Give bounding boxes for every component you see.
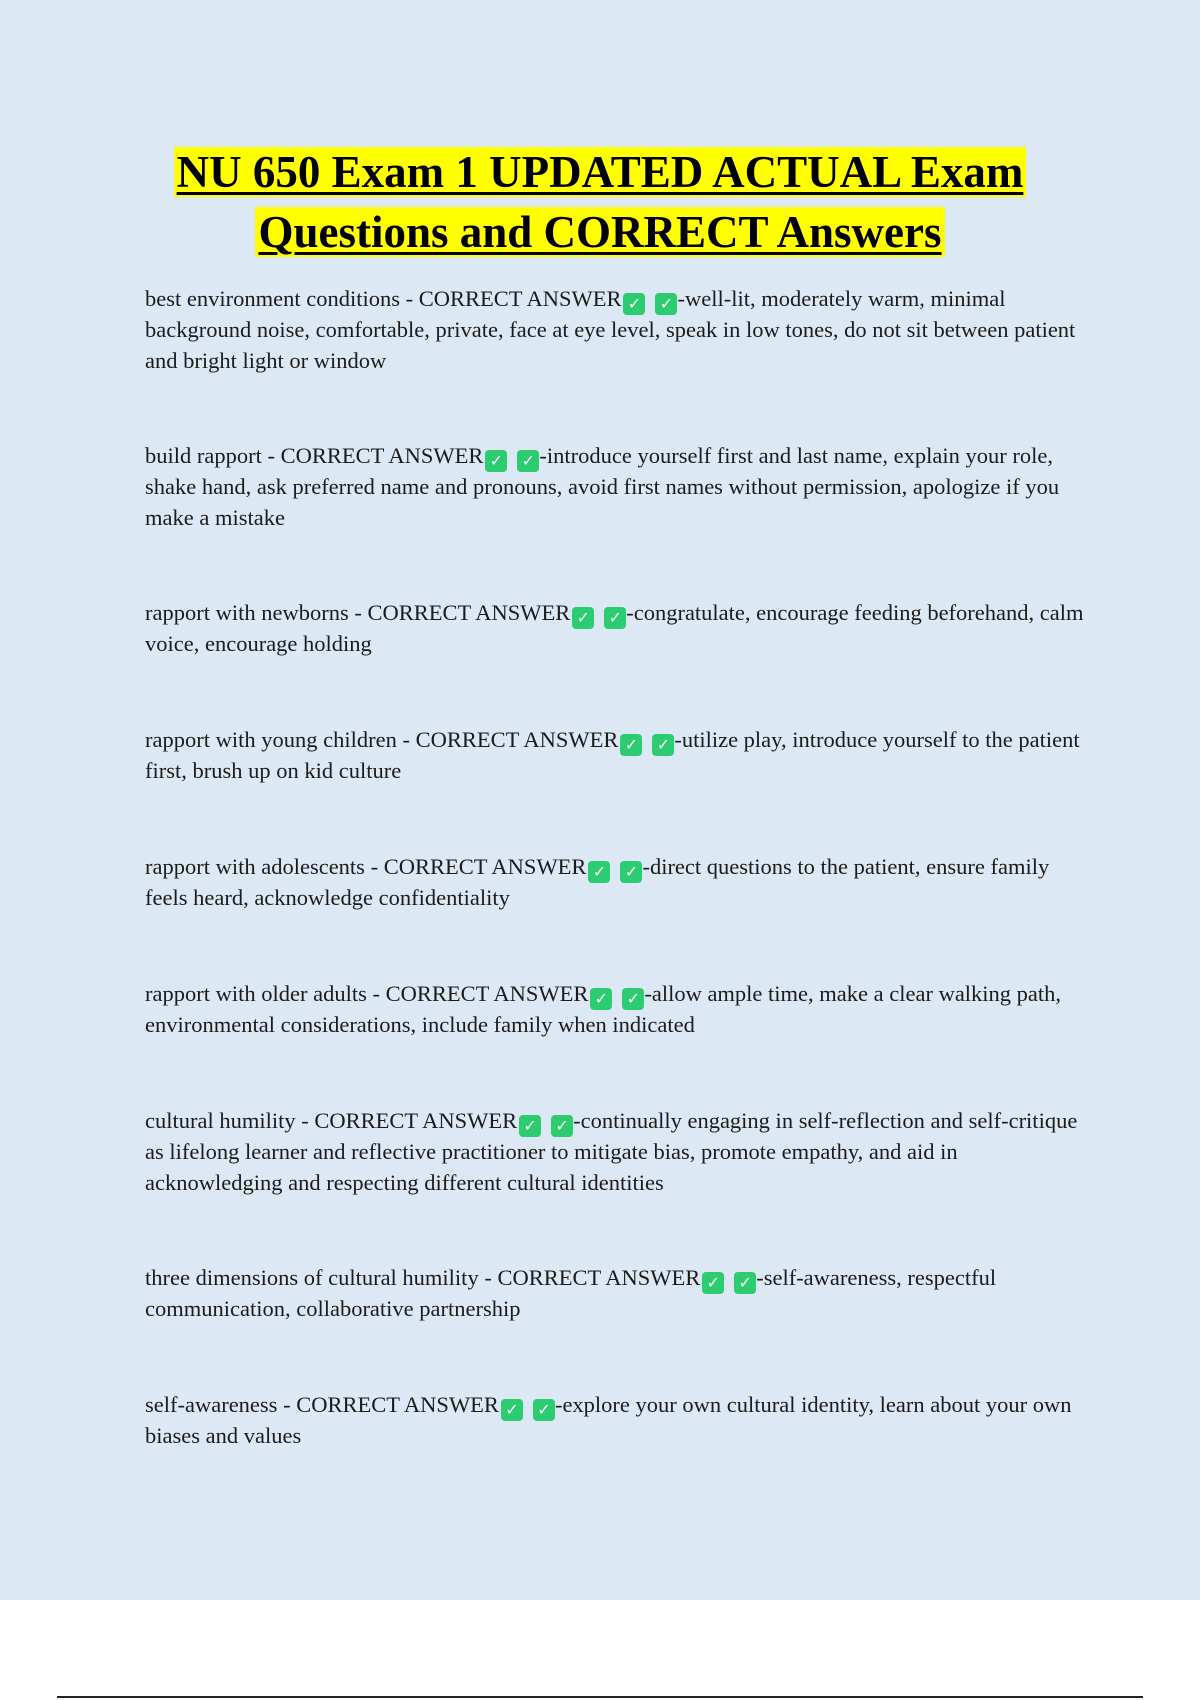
- correct-answer-marker: CORRECT ANSWER: [497, 1265, 701, 1290]
- page-title: [60, 142, 1140, 262]
- qa-item: rapport with adolescents - CORRECT ANSWER ✓ ✓ -direct questions to the patient, ensure family feels heard, acknowledge confidentiality: [145, 854, 1050, 910]
- qa-term: rapport with newborns: [145, 600, 349, 625]
- qa-item: self-awareness - CORRECT ANSWER ✓ ✓ -explore your own cultural identity, learn about your own biases and values: [145, 1392, 1072, 1448]
- qa-term: self-awareness: [145, 1392, 278, 1417]
- correct-answer-marker: CORRECT ANSWER: [367, 600, 571, 625]
- green-checkmark-icon: ✓: [551, 1115, 573, 1137]
- qa-term: rapport with young children: [145, 727, 397, 752]
- qa-answer: continually engaging in self-reflection and self-critique as lifelong learner and reflective practitioner to mitigate bias, promote empathy, and aid in acknowledging and respecting different cultural identities: [145, 1108, 1078, 1195]
- qa-item: cultural humility - CORRECT ANSWER ✓ ✓ -continually engaging in self-reflection and self-critique as lifelong learner and reflective practitioner to mitigate bias, promote empathy, and aid in acknowledging and respecting different cultural identities: [145, 1108, 1078, 1195]
- qa-answer: self-awareness, respectful communication, collaborative partnership: [145, 1265, 997, 1321]
- qa-term: three dimensions of cultural humility: [145, 1265, 479, 1290]
- qa-item: rapport with young children - CORRECT ANSWER ✓ ✓ -utilize play, introduce yourself to the patient first, brush up on kid culture: [145, 727, 1080, 783]
- qa-answer: allow ample time, make a clear walking path, environmental considerations, include family when indicated: [145, 981, 1062, 1037]
- correct-answer-marker: CORRECT ANSWER: [314, 1108, 518, 1133]
- green-checkmark-icon: ✓: [588, 861, 610, 883]
- qa-item: best environment conditions - CORRECT ANSWER ✓ ✓ -well-lit, moderately warm, minimal background noise, comfortable, private, face at eye level, speak in low tones, do not sit between patient and bright light or window: [145, 286, 1076, 373]
- qa-answer: direct questions to the patient, ensure family feels heard, acknowledge confidentiality: [145, 854, 1050, 910]
- green-checkmark-icon: ✓: [604, 607, 626, 629]
- qa-item: rapport with older adults - CORRECT ANSWER ✓ ✓ -allow ample time, make a clear walking path, environmental considerations, include family when indicated: [145, 981, 1062, 1037]
- qa-item: three dimensions of cultural humility - CORRECT ANSWER ✓ ✓ -self-awareness, respectful communication, collaborative partnership: [145, 1265, 997, 1321]
- green-checkmark-icon: ✓: [572, 607, 594, 629]
- qa-term: rapport with adolescents: [145, 854, 365, 879]
- correct-answer-marker: CORRECT ANSWER: [280, 443, 484, 468]
- qa-answer: congratulate, encourage feeding beforehand, calm voice, encourage holding: [145, 600, 1084, 656]
- document-title: [60, 142, 1140, 262]
- qa-term: build rapport: [145, 443, 262, 468]
- correct-answer-marker: CORRECT ANSWER: [383, 854, 587, 879]
- qa-item: rapport with newborns - CORRECT ANSWER ✓ ✓ -congratulate, encourage feeding beforehand, calm voice, encourage holding: [145, 600, 1084, 656]
- qa-item: build rapport - CORRECT ANSWER ✓ ✓ -introduce yourself first and last name, explain your role, shake hand, ask preferred name and pronouns, avoid first names without permission, apologize if you make a mistake: [145, 443, 1060, 530]
- green-checkmark-icon: ✓: [734, 1272, 756, 1294]
- correct-answer-marker: CORRECT ANSWER: [418, 286, 622, 311]
- green-checkmark-icon: ✓: [590, 988, 612, 1010]
- qa-answer: introduce yourself first and last name, explain your role, shake hand, ask preferred name and pronouns, avoid first names without permission, apologize if you make a mistake: [145, 443, 1060, 530]
- green-checkmark-icon: ✓: [623, 293, 645, 315]
- correct-answer-marker: CORRECT ANSWER: [385, 981, 589, 1006]
- correct-answer-marker: CORRECT ANSWER: [415, 727, 619, 752]
- green-checkmark-icon: ✓: [702, 1272, 724, 1294]
- qa-term: cultural humility: [145, 1108, 296, 1133]
- green-checkmark-icon: ✓: [655, 293, 677, 315]
- title-line-2: Questions and CORRECT Answers: [255, 207, 944, 257]
- green-checkmark-icon: ✓: [622, 988, 644, 1010]
- green-checkmark-icon: ✓: [533, 1399, 555, 1421]
- title-line-1: NU 650 Exam 1 UPDATED ACTUAL Exam: [174, 147, 1027, 197]
- qa-answer: well-lit, moderately warm, minimal background noise, comfortable, private, face at eye level, speak in low tones, do not sit between patient and bright light or window: [145, 286, 1076, 373]
- footer-divider: [57, 1696, 1143, 1698]
- green-checkmark-icon: ✓: [485, 450, 507, 472]
- qa-term: best environment conditions: [145, 286, 400, 311]
- correct-answer-marker: CORRECT ANSWER: [296, 1392, 499, 1417]
- green-checkmark-icon: ✓: [519, 1115, 541, 1137]
- green-checkmark-icon: ✓: [501, 1399, 523, 1421]
- green-checkmark-icon: ✓: [652, 734, 674, 756]
- qa-answer: utilize play, introduce yourself to the patient first, brush up on kid culture: [145, 727, 1080, 783]
- qa-answer: explore your own cultural identity, learn about your own biases and values: [145, 1392, 1072, 1448]
- green-checkmark-icon: ✓: [620, 861, 642, 883]
- green-checkmark-icon: ✓: [517, 450, 539, 472]
- green-checkmark-icon: ✓: [620, 734, 642, 756]
- qa-term: rapport with older adults: [145, 981, 367, 1006]
